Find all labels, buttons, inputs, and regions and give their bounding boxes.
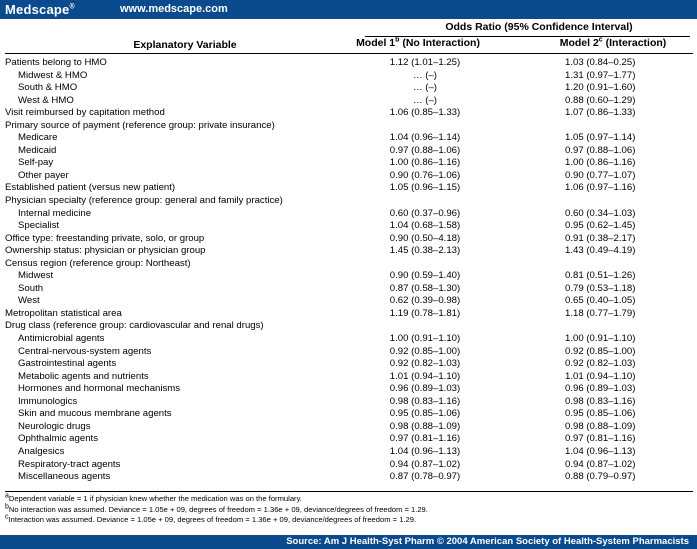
row-label: Other payer: [18, 169, 69, 181]
model2-value: 0.96 (0.89–1.03): [565, 383, 636, 395]
model1-value: 1.19 (0.78–1.81): [389, 307, 461, 319]
row-label: Established patient (versus new patient): [5, 182, 176, 194]
table-row: [5, 182, 693, 195]
model1-value: 0.92 (0.85–1.00): [389, 345, 461, 357]
table-row: [5, 107, 693, 120]
medscape-logo[interactable]: [5, 2, 75, 17]
row-label: Miscellaneous agents: [18, 471, 111, 483]
table-row: [5, 283, 693, 296]
model2-value: 1.05 (0.97–1.14): [565, 132, 636, 144]
row-label: West & HMO: [18, 94, 74, 106]
header-rule: [5, 53, 693, 54]
table-row: [5, 371, 693, 384]
table-row: [5, 471, 693, 484]
model2-label: Model 2: [559, 37, 599, 49]
model2-value: 1.03 (0.84–0.25): [565, 57, 636, 68]
row-label: Metabolic agents and nutrients: [18, 370, 149, 382]
model2-value: 0.97 (0.81–1.16): [565, 433, 636, 445]
header-bar: [0, 0, 697, 19]
row-label: Primary source of payment (reference group: private insurance): [5, 119, 275, 131]
brand-name: Medscape: [5, 2, 70, 17]
row-label: Internal medicine: [18, 207, 92, 219]
model2-value: 0.94 (0.87–1.02): [565, 458, 636, 470]
table-row: [5, 157, 693, 170]
model1-header: [343, 37, 493, 49]
model1-value: 1.00 (0.86–1.16): [389, 157, 461, 169]
row-label: Antimicrobial agents: [18, 333, 105, 345]
model1-value: 0.90 (0.50–4.18): [389, 232, 461, 244]
row-label: Office type: freestanding private, solo, or group: [5, 232, 205, 244]
row-label: Neurologic drugs: [18, 420, 91, 432]
row-label: Central-nervous-system agents: [18, 345, 152, 357]
table-row: [5, 346, 693, 359]
odds-ratio-header: Odds Ratio (95% Confidence Interval): [445, 21, 633, 33]
row-label: Specialist: [18, 220, 60, 232]
model2-value: 0.92 (0.82–1.03): [565, 358, 636, 370]
table-row: [5, 70, 693, 83]
row-label: Ownership status: physician or physician group: [5, 245, 206, 257]
model2-value: 0.97 (0.88–1.06): [565, 144, 636, 156]
table-row: [5, 245, 693, 258]
row-label: Respiratory-tract agents: [18, 458, 121, 470]
table-row: [5, 446, 693, 459]
model2-value: 1.06 (0.97–1.16): [565, 182, 636, 194]
row-label: Analgesics: [18, 445, 65, 457]
model2-value: 0.95 (0.62–1.45): [565, 220, 636, 232]
row-label: South & HMO: [18, 82, 78, 94]
model2-value: 1.20 (0.91–1.60): [565, 82, 636, 94]
model1-value: 0.62 (0.39–0.98): [389, 295, 461, 307]
model1-value: 0.96 (0.89–1.03): [389, 383, 461, 395]
model2-value: 0.88 (0.60–1.29): [565, 94, 636, 106]
model1-value: 0.90 (0.76–1.06): [389, 169, 461, 181]
model1-value: 1.00 (0.91–1.10): [389, 333, 461, 345]
model2-value: 0.90 (0.77–1.07): [565, 169, 636, 181]
model2-value: 1.43 (0.49–4.19): [565, 245, 636, 257]
footnotes: [5, 494, 693, 526]
table-row: [5, 95, 693, 108]
row-label: Medicare: [18, 132, 58, 144]
table-body: [5, 57, 693, 484]
row-label: Patients belong to HMO: [5, 57, 107, 68]
model1-value: 0.87 (0.58–1.30): [389, 282, 461, 294]
table-row: [5, 383, 693, 396]
model2-value: 0.88 (0.79–0.97): [565, 471, 636, 483]
table-row: [5, 433, 693, 446]
model2-value: 0.79 (0.53–1.18): [565, 282, 636, 294]
model1-value: 0.98 (0.83–1.16): [389, 395, 461, 407]
model1-value: 1.45 (0.38–2.13): [389, 245, 461, 257]
row-label: Midwest: [18, 270, 54, 282]
model2-value: 1.00 (0.91–1.10): [565, 333, 636, 345]
table-row: [5, 270, 693, 283]
table-row: [5, 233, 693, 246]
model2-value: 0.98 (0.88–1.09): [565, 420, 636, 432]
model2-value: 0.95 (0.85–1.06): [565, 408, 636, 420]
model2-value: 1.01 (0.94–1.10): [565, 370, 636, 382]
brand-mark: ®: [69, 3, 75, 11]
row-label: West: [18, 295, 40, 307]
table-row: [5, 459, 693, 472]
table-row: [5, 57, 693, 70]
model1-value: … (–): [413, 82, 437, 94]
row-label: Self-pay: [18, 157, 54, 169]
model1-value: 0.87 (0.78–0.97): [389, 471, 461, 483]
row-label: Census region (reference group: Northeast): [5, 257, 191, 269]
footnote-marker: a: [5, 492, 9, 500]
model2-value: 0.60 (0.34–1.03): [565, 207, 636, 219]
footer-bar: [0, 535, 697, 549]
table-row: [5, 258, 693, 271]
model2-value: 0.91 (0.38–2.17): [565, 232, 636, 244]
model1-sup: b: [395, 36, 400, 44]
model1-value: 1.05 (0.96–1.15): [389, 182, 461, 194]
footnote: [5, 494, 693, 505]
model2-value: 1.31 (0.97–1.77): [565, 69, 636, 81]
model1-value: 1.06 (0.85–1.33): [389, 107, 461, 119]
odds-ratio-table: [5, 20, 693, 530]
model1-value: 0.94 (0.87–1.02): [389, 458, 461, 470]
row-label: Medicaid: [18, 144, 57, 156]
table-row: [5, 220, 693, 233]
table-row: [5, 408, 693, 421]
explanatory-variable-header: Explanatory Variable: [133, 39, 237, 51]
row-label: Visit reimbursed by capitation method: [5, 107, 165, 119]
model1-note: (No Interaction): [399, 37, 480, 49]
table-row: [5, 421, 693, 434]
footnote-text: Dependent variable = 1 if physician knew whether the medication was on the formulary.: [8, 494, 302, 503]
model2-note: (Interaction): [602, 37, 667, 49]
model2-value: 1.18 (0.77–1.79): [565, 307, 636, 319]
model2-value: 1.07 (0.86–1.33): [565, 107, 636, 119]
table-row: [5, 295, 693, 308]
site-url-link[interactable]: www.medscape.com: [120, 3, 228, 15]
footnote-marker: b: [5, 503, 9, 511]
row-label: Gastrointestinal agents: [18, 358, 117, 370]
model1-value: 1.04 (0.96–1.14): [389, 132, 461, 144]
table-row: [5, 145, 693, 158]
model2-value: 0.81 (0.51–1.26): [565, 270, 636, 282]
table-row: [5, 208, 693, 221]
row-label: Hormones and hormonal mechanisms: [18, 383, 181, 395]
model2-value: 0.98 (0.83–1.16): [565, 395, 636, 407]
model1-value: 0.97 (0.81–1.16): [389, 433, 461, 445]
footnote-text: Interaction was assumed. Deviance = 1.05e + 09, degrees of freedom = 1.36e + 09, deviance/degrees of freedom = 1.29.: [8, 515, 417, 525]
model1-value: 0.97 (0.88–1.06): [389, 144, 461, 156]
table-row: [5, 195, 693, 208]
table-row: [5, 358, 693, 371]
row-label: Metropolitan statistical area: [5, 307, 122, 319]
model1-value: 1.01 (0.94–1.10): [389, 370, 461, 382]
model1-value: 1.04 (0.96–1.13): [389, 445, 461, 457]
model1-value: 0.90 (0.59–1.40): [389, 270, 461, 282]
model2-sup: c: [598, 36, 603, 44]
row-label: Skin and mucous membrane agents: [18, 408, 172, 420]
table-row: [5, 170, 693, 183]
model2-value: 0.92 (0.85–1.00): [565, 345, 636, 357]
model2-value: 0.65 (0.40–1.05): [565, 295, 636, 307]
table-row: [5, 120, 693, 133]
model1-value: 0.95 (0.85–1.06): [389, 408, 461, 420]
model1-label: Model 1: [356, 37, 396, 49]
table-row: [5, 396, 693, 409]
footnote: [5, 515, 693, 526]
table-row: [5, 82, 693, 95]
model1-value: 0.60 (0.37–0.96): [389, 207, 461, 219]
footnote-marker: c: [5, 513, 9, 521]
row-label: Immunologics: [18, 395, 78, 407]
model2-value: 1.04 (0.96–1.13): [565, 445, 636, 457]
table-row: [5, 333, 693, 346]
row-label: Drug class (reference group: cardiovascular and renal drugs): [5, 320, 264, 332]
table-bottom-rule: [5, 491, 693, 492]
model1-value: 1.12 (1.01–1.25): [389, 57, 461, 68]
model1-value: 0.92 (0.82–1.03): [389, 358, 461, 370]
row-label: Midwest & HMO: [18, 69, 88, 81]
footnote-text: No interaction was assumed. Deviance = 1.05e + 09, degrees of freedom = 1.36e + 09, deviance/degrees of freedom = 1.29.: [8, 504, 428, 514]
model2-header: [533, 37, 693, 49]
model2-value: 1.00 (0.86–1.16): [565, 157, 636, 169]
footnote: [5, 505, 693, 516]
table-row: [5, 132, 693, 145]
row-label: Ophthalmic agents: [18, 433, 98, 445]
model1-value: 1.04 (0.68–1.58): [389, 220, 461, 232]
row-label: Physician specialty (reference group: general and family practice): [5, 195, 283, 207]
model1-value: … (–): [413, 94, 437, 106]
row-label: South: [18, 282, 44, 294]
model1-value: … (–): [413, 69, 437, 81]
table-row: [5, 320, 693, 333]
table-row: [5, 308, 693, 321]
source-citation: Source: Am J Health-Syst Pharm © 2004 American Society of Health-System Pharmacists: [286, 536, 689, 547]
model1-value: 0.98 (0.88–1.09): [389, 420, 461, 432]
